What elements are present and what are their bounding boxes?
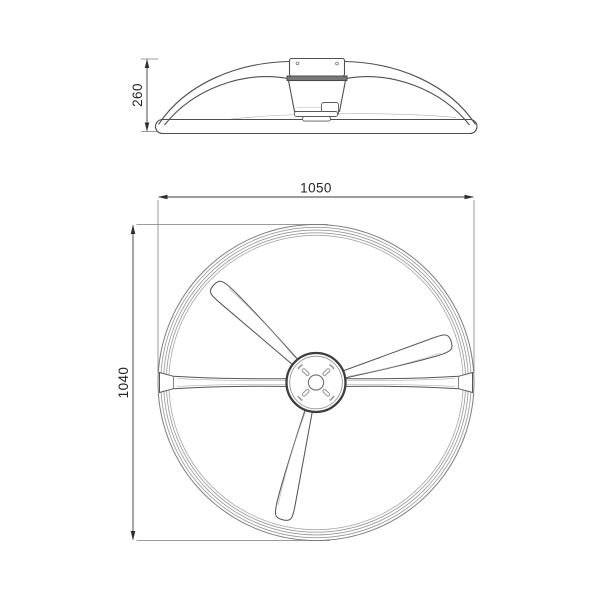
fan-blade [273, 406, 320, 522]
base-plate [156, 120, 478, 134]
housing-top-block [290, 59, 345, 77]
dimension-height-260 [130, 59, 159, 132]
hub-center-hole [308, 375, 323, 390]
dome-inner-arc-right [346, 77, 470, 125]
arrowhead-down-icon [145, 123, 150, 132]
dimension-label-1040: 1040 [116, 366, 131, 399]
dimension-label-1050: 1050 [300, 180, 332, 196]
dome-outer-arc-right [345, 62, 476, 125]
motor-housing [287, 59, 347, 122]
dimension-width-1050 [158, 181, 474, 200]
dimension-depth-1040 [116, 225, 135, 541]
dimension-label-260: 260 [130, 83, 145, 107]
screw-dot-right [336, 62, 339, 65]
arrowhead-left-icon [158, 195, 168, 200]
arrowhead-right-icon [465, 195, 475, 200]
fan-blade [338, 333, 454, 383]
screw-dot-left [296, 62, 299, 65]
fan-blade [208, 278, 303, 372]
mount-hub [303, 117, 331, 122]
plan-view [116, 181, 474, 541]
dome-inner-arc-left [165, 77, 289, 125]
side-elevation-view [130, 59, 477, 134]
arrowhead-up-icon [145, 59, 150, 68]
motor-hub [287, 353, 346, 412]
arrowhead-down-icon [131, 531, 136, 541]
arrowhead-up-icon [131, 225, 136, 235]
dome-outer-arc-left [159, 62, 290, 125]
blade-edge-line [228, 114, 456, 120]
mount-plate [295, 112, 338, 117]
housing-band [287, 76, 347, 81]
